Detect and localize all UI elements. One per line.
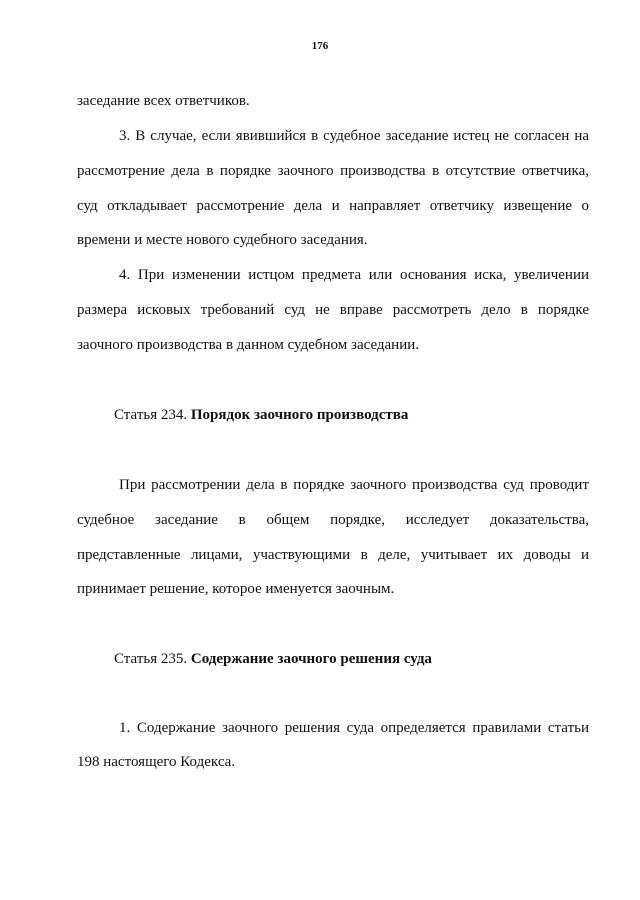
body-line: 3. В случае, если явившийся в судебное заседание истец не согласен на <box>119 128 589 144</box>
body-line: заседание всех ответчиков. <box>77 93 250 109</box>
body-line: времени и месте нового судебного заседания. <box>77 232 368 248</box>
page-number: 176 <box>311 40 329 52</box>
article-234-heading <box>114 406 408 424</box>
article-234-title: Порядок заочного производства <box>190 407 409 423</box>
article-234-prefix: Статья 234. <box>114 407 188 423</box>
body-line: 4. При изменении истцом предмета или основания иска, увеличении <box>119 267 589 283</box>
article-235-heading <box>114 650 432 668</box>
article-234-line: При рассмотрении дела в порядке заочного производства суд проводит <box>119 477 589 493</box>
article-234-line: принимает решение, которое именуется заочным. <box>77 581 395 597</box>
body-line: рассмотрение дела в порядке заочного производства в отсутствие ответчика, <box>77 163 589 179</box>
body-line: заочного производства в данном судебном заседании. <box>77 337 420 353</box>
article-234-line: представленные лицами, участвующими в деле, учитывает их доводы и <box>77 547 589 563</box>
article-235-prefix: Статья 235. <box>114 651 188 667</box>
article-235-title: Содержание заочного решения суда <box>190 651 432 667</box>
article-234-line: судебное заседание в общем порядке, исследует доказательства, <box>77 512 589 528</box>
body-line: размера исковых требований суд не вправе рассмотреть дело в порядке <box>77 302 589 318</box>
body-line: суд откладывает рассмотрение дела и направляет ответчику извещение о <box>77 198 589 214</box>
article-235-line: 1. Содержание заочного решения суда определяется правилами статьи <box>119 720 589 736</box>
article-235-line: 198 настоящего Кодекса. <box>77 754 236 770</box>
